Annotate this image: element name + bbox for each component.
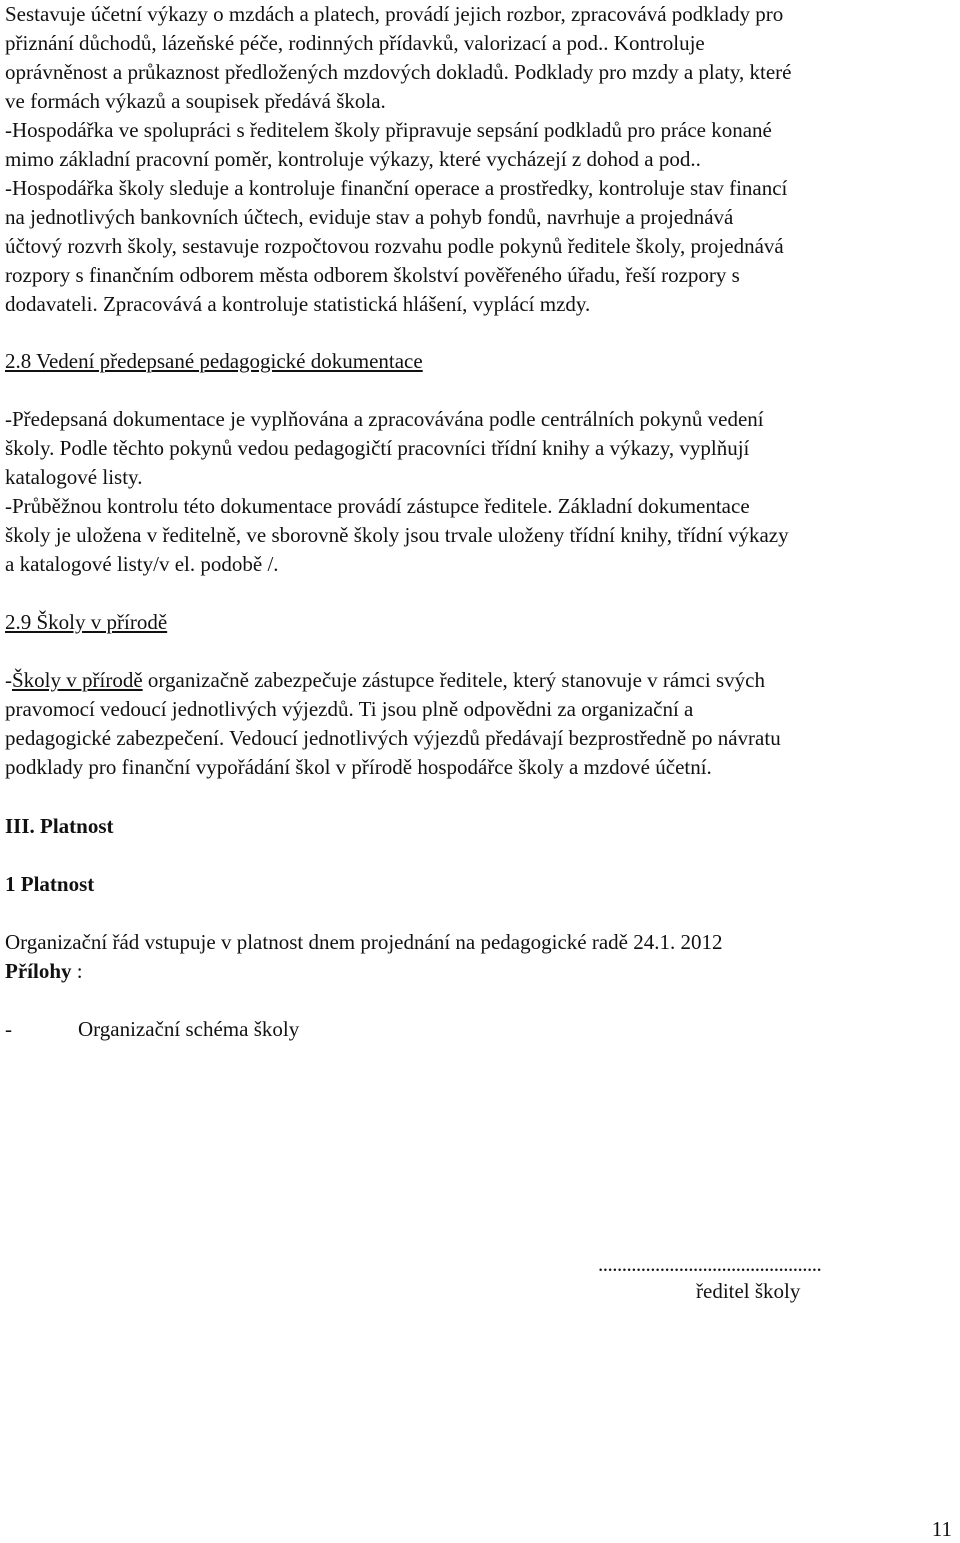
para1-line-4: ve formách výkazů a soupisek předává škola. — [5, 89, 386, 113]
para4-line-1: -Předepsaná dokumentace je vyplňována a zpracovávána podle centrálních pokynů vedení — [5, 407, 764, 431]
para1-line-2: přiznání důchodů, lázeňské péče, rodinných přídavků, valorizací a pod.. Kontroluje — [5, 31, 705, 55]
para3-line-3: účtový rozvrh školy, sestavuje rozpočtovou rozvahu podle pokynů ředitele školy, projednává — [5, 234, 784, 258]
attachments-heading — [5, 957, 83, 986]
section-heading-2-9: 2.9 Školy v přírodě — [5, 610, 168, 634]
chapter-heading-iii: III. Platnost — [5, 814, 114, 838]
subheading-1-platnost: 1 Platnost — [5, 872, 95, 896]
para6-underlined-term: Školy v přírodě — [12, 668, 143, 692]
para3-line-2: na jednotlivých bankovních účtech, eviduje stav a pohyb fondů, navrhuje a projednává — [5, 205, 734, 229]
para4-line-3: katalogové listy. — [5, 465, 143, 489]
para6-line-4: podklady pro finanční vypořádání škol v přírodě hospodářce školy a mzdové účetní. — [5, 755, 712, 779]
validity-statement: Organizační řád vstupuje v platnost dnem projednání na pedagogické radě 24.1. 2012 — [5, 930, 723, 954]
attachments-colon: : — [71, 959, 83, 983]
para3-line-1: -Hospodářka školy sleduje a kontroluje finanční operace a prostředky, kontroluje stav financí — [5, 176, 788, 200]
para3-line-4: rozpory s finančním odborem města odborem školství pověřeného úřadu, řeší rozpory s — [5, 263, 740, 287]
para6-line-3: pedagogické zabezpečení. Vedoucí jednotlivých výjezdů předávají bezprostředně po návratu — [5, 726, 781, 750]
para5-line-1: -Průběžnou kontrolu této dokumentace provádí zástupce ředitele. Základní dokumentace — [5, 494, 750, 518]
attachments-label: Přílohy — [5, 959, 72, 983]
signature-line: ............................................... — [598, 1252, 822, 1276]
attachment-item — [5, 1015, 300, 1044]
para5-line-2: školy je uložena v ředitelně, ve sborovně školy jsou trvale uloženy třídní knihy, třídní výkazy — [5, 523, 789, 547]
para2-line-1: -Hospodářka ve spolupráci s ředitelem školy připravuje sepsání podkladů pro práce konané — [5, 118, 772, 142]
para1-line-1: Sestavuje účetní výkazy o mzdách a platech, provádí jejich rozbor, zpracovává podklady pro — [5, 2, 784, 26]
attachment-item-label: Organizační schéma školy — [78, 1017, 300, 1041]
para6-line-1-rest: organizačně zabezpečuje zástupce ředitele, který stanovuje v rámci svých — [142, 668, 765, 692]
para6-dash: - — [5, 668, 12, 692]
attachment-dash: - — [5, 1017, 12, 1041]
para5-line-3: a katalogové listy/v el. podobě /. — [5, 552, 279, 576]
section-heading-2-8: 2.8 Vedení předepsané pedagogické dokumentace — [5, 349, 423, 373]
para2-line-2: mimo základní pracovní poměr, kontroluje výkazy, které vycházejí z dohod a pod.. — [5, 147, 701, 171]
para1-line-3: oprávněnost a průkaznost předložených mzdových dokladů. Podklady pro mzdy a platy, které — [5, 60, 792, 84]
para4-line-2: školy. Podle těchto pokynů vedou pedagogičtí pracovníci třídní knihy a výkazy, vyplňují — [5, 436, 750, 460]
para6-line-1 — [5, 666, 765, 695]
page-number: 11 — [931, 1517, 952, 1541]
signature-label: ředitel školy — [696, 1279, 801, 1303]
para3-line-5: dodavateli. Zpracovává a kontroluje statistická hlášení, vyplácí mzdy. — [5, 292, 591, 316]
para6-line-2: pravomocí vedoucí jednotlivých výjezdů. Ti jsou plně odpovědni za organizační a — [5, 697, 694, 721]
